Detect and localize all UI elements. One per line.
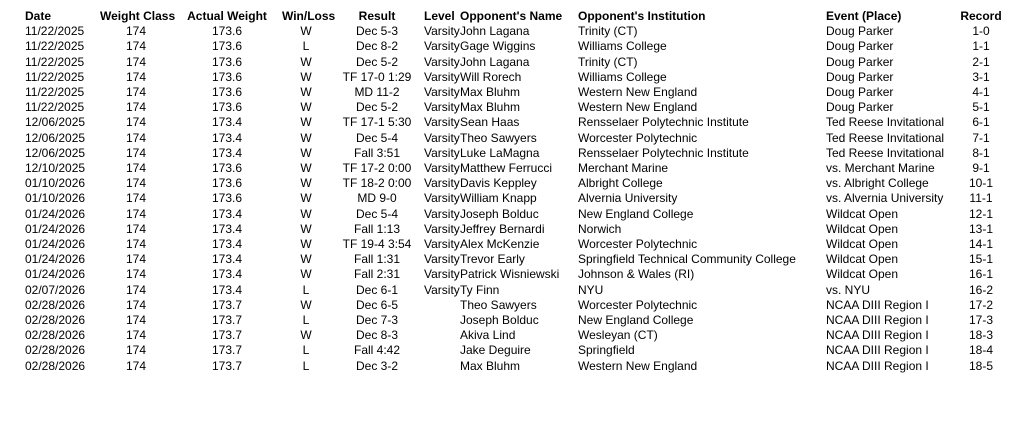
table-row	[0, 252, 1012, 267]
cell-opponent_name: William Knapp	[460, 191, 537, 206]
cell-record: 1-1	[972, 39, 990, 54]
cell-record: 16-1	[968, 267, 994, 282]
cell-opponent_institution: Williams College	[578, 39, 667, 54]
cell-opponent_name: Akiva Lind	[460, 328, 516, 343]
cell-weight_class: 174	[125, 282, 147, 297]
cell-event_place: vs. NYU	[826, 282, 871, 297]
cell-weight_class: 174	[125, 343, 147, 358]
cell-opponent_institution: NYU	[578, 282, 604, 297]
cell-date: 02/28/2026	[25, 313, 86, 328]
table-row	[0, 24, 1012, 39]
cell-level: Varsity	[424, 252, 460, 267]
cell-win_loss: W	[300, 267, 312, 282]
cell-level: Varsity	[424, 85, 460, 100]
cell-result: Fall 1:31	[353, 252, 401, 267]
cell-level: Varsity	[424, 100, 460, 115]
cell-actual_weight: 173.6	[211, 24, 243, 39]
table-row	[0, 39, 1012, 54]
cell-opponent_institution: Worcester Polytechnic	[578, 237, 698, 252]
cell-record: 2-1	[972, 54, 990, 69]
cell-record: 13-1	[968, 221, 994, 236]
cell-level: Varsity	[424, 206, 460, 221]
cell-level: Varsity	[424, 282, 460, 297]
cell-actual_weight: 173.4	[211, 237, 243, 252]
cell-date: 01/10/2026	[25, 191, 86, 206]
page	[0, 9, 1024, 424]
cell-actual_weight: 173.6	[211, 54, 243, 69]
cell-level: Varsity	[424, 69, 460, 84]
cell-opponent_name: Max Bluhm	[460, 85, 521, 100]
cell-weight_class: 174	[125, 69, 147, 84]
cell-actual_weight: 173.7	[211, 343, 243, 358]
cell-opponent_institution: Alvernia University	[578, 191, 678, 206]
cell-event_place: Wildcat Open	[826, 206, 899, 221]
cell-event_place: NCAA DIII Region I	[826, 297, 929, 312]
cell-opponent_name: Jake Deguire	[460, 343, 531, 358]
table-row	[0, 298, 1012, 313]
table-row	[0, 131, 1012, 146]
cell-opponent_name: Gage Wiggins	[460, 39, 536, 54]
cell-level	[424, 298, 460, 313]
cell-level: Varsity	[424, 54, 460, 69]
cell-event_place: vs. Alvernia University	[826, 191, 944, 206]
cell-date: 12/10/2025	[25, 161, 86, 176]
cell-level: Varsity	[424, 145, 460, 160]
cell-record: 4-1	[972, 85, 990, 100]
cell-record: 18-5	[968, 358, 994, 373]
cell-actual_weight: 173.4	[211, 206, 243, 221]
table-row	[0, 343, 1012, 358]
cell-level	[424, 359, 460, 374]
cell-opponent_institution: New England College	[578, 313, 694, 328]
cell-result: TF 17-1 5:30	[342, 115, 412, 130]
cell-date: 01/10/2026	[25, 176, 86, 191]
table-row	[0, 207, 1012, 222]
cell-weight_class: 174	[125, 267, 147, 282]
cell-opponent_institution: Albright College	[578, 176, 663, 191]
cell-record: 5-1	[972, 100, 990, 115]
cell-result: TF 18-2 0:00	[342, 176, 412, 191]
cell-opponent_name: Joseph Bolduc	[460, 313, 539, 328]
column-header-weight_class: Weight Class	[100, 9, 176, 23]
column-header-level: Level	[424, 9, 455, 23]
cell-date: 11/22/2025	[25, 69, 85, 84]
match-results-table	[0, 9, 1012, 374]
cell-win_loss: W	[300, 221, 312, 236]
cell-date: 01/24/2026	[25, 252, 86, 267]
cell-weight_class: 174	[125, 115, 147, 130]
cell-result: Dec 6-5	[355, 297, 399, 312]
cell-actual_weight: 173.7	[211, 358, 243, 373]
cell-actual_weight: 173.6	[211, 69, 243, 84]
cell-win_loss: L	[302, 358, 310, 373]
cell-level: Varsity	[424, 237, 460, 252]
cell-win_loss: W	[300, 85, 312, 100]
cell-win_loss: L	[302, 313, 310, 328]
cell-opponent_institution: Western New England	[578, 100, 698, 115]
cell-opponent_institution: Worcester Polytechnic	[578, 130, 698, 145]
cell-result: Fall 3:51	[353, 145, 401, 160]
cell-record: 17-2	[968, 297, 994, 312]
cell-event_place: NCAA DIII Region I	[826, 343, 929, 358]
cell-weight_class: 174	[125, 100, 147, 115]
table-row	[0, 222, 1012, 237]
cell-actual_weight: 173.6	[211, 100, 243, 115]
cell-opponent_name: Ty Finn	[460, 282, 500, 297]
cell-date: 02/07/2026	[25, 282, 86, 297]
cell-weight_class: 174	[125, 221, 147, 236]
cell-result: TF 17-2 0:00	[342, 161, 412, 176]
cell-event_place: Ted Reese Invitational	[826, 115, 945, 130]
table-row	[0, 70, 1012, 85]
cell-opponent_institution: Merchant Marine	[578, 161, 669, 176]
cell-opponent_institution: Rensselaer Polytechnic Institute	[578, 115, 749, 130]
cell-win_loss: W	[300, 176, 312, 191]
cell-record: 16-2	[968, 282, 994, 297]
cell-event_place: Doug Parker	[826, 54, 894, 69]
cell-weight_class: 174	[125, 328, 147, 343]
cell-result: Dec 5-4	[355, 206, 399, 221]
cell-win_loss: L	[302, 343, 310, 358]
cell-event_place: NCAA DIII Region I	[826, 313, 929, 328]
cell-opponent_institution: New England College	[578, 206, 694, 221]
cell-event_place: vs. Merchant Marine	[826, 161, 935, 176]
cell-actual_weight: 173.6	[211, 85, 243, 100]
cell-weight_class: 174	[125, 130, 147, 145]
cell-actual_weight: 173.4	[211, 252, 243, 267]
cell-opponent_name: Sean Haas	[460, 115, 520, 130]
cell-weight_class: 174	[125, 161, 147, 176]
cell-weight_class: 174	[125, 252, 147, 267]
cell-record: 9-1	[972, 161, 990, 176]
column-header-record: Record	[960, 9, 1002, 23]
cell-record: 18-4	[968, 343, 994, 358]
column-header-date: Date	[25, 9, 52, 23]
cell-level	[424, 328, 460, 343]
table-row	[0, 176, 1012, 191]
cell-weight_class: 174	[125, 145, 147, 160]
cell-actual_weight: 173.4	[211, 130, 243, 145]
cell-opponent_name: Max Bluhm	[460, 100, 521, 115]
table-row	[0, 328, 1012, 343]
cell-opponent_name: Joseph Bolduc	[460, 206, 539, 221]
cell-record: 7-1	[972, 130, 990, 145]
cell-opponent_institution: Johnson & Wales (RI)	[578, 267, 695, 282]
cell-opponent_name: Trevor Early	[460, 252, 525, 267]
cell-opponent_institution: Springfield	[578, 343, 635, 358]
cell-level: Varsity	[424, 221, 460, 236]
cell-event_place: Ted Reese Invitational	[826, 145, 945, 160]
cell-win_loss: W	[300, 130, 312, 145]
cell-opponent_name: John Lagana	[460, 24, 530, 39]
cell-win_loss: W	[300, 145, 312, 160]
cell-win_loss: W	[300, 24, 312, 39]
table-row	[0, 359, 1012, 374]
cell-win_loss: W	[300, 237, 312, 252]
cell-result: TF 17-0 1:29	[342, 69, 412, 84]
cell-weight_class: 174	[125, 313, 147, 328]
cell-win_loss: W	[300, 161, 312, 176]
cell-weight_class: 174	[125, 206, 147, 221]
cell-win_loss: W	[300, 191, 312, 206]
cell-result: Dec 5-3	[355, 24, 399, 39]
cell-result: Fall 4:42	[353, 343, 401, 358]
cell-level: Varsity	[424, 191, 460, 206]
table-row	[0, 237, 1012, 252]
cell-weight_class: 174	[125, 39, 147, 54]
cell-record: 17-3	[968, 313, 994, 328]
cell-win_loss: W	[300, 54, 312, 69]
column-header-opponent_institution: Opponent's Institution	[578, 9, 706, 23]
cell-level	[424, 313, 460, 328]
cell-result: Fall 2:31	[353, 267, 401, 282]
cell-opponent_institution: Wesleyan (CT)	[578, 328, 658, 343]
cell-opponent_institution: Trinity (CT)	[578, 54, 638, 69]
cell-opponent_institution: Western New England	[578, 358, 698, 373]
cell-win_loss: W	[300, 328, 312, 343]
cell-date: 02/28/2026	[25, 328, 86, 343]
cell-actual_weight: 173.7	[211, 297, 243, 312]
cell-date: 01/24/2026	[25, 206, 86, 221]
column-header-event_place: Event (Place)	[826, 9, 902, 23]
cell-opponent_name: Luke LaMagna	[460, 145, 540, 160]
cell-win_loss: W	[300, 100, 312, 115]
cell-win_loss: W	[300, 206, 312, 221]
cell-level: Varsity	[424, 130, 460, 145]
cell-date: 12/06/2025	[25, 115, 86, 130]
cell-event_place: Doug Parker	[826, 100, 894, 115]
cell-actual_weight: 173.6	[211, 176, 243, 191]
cell-date: 11/22/2025	[25, 85, 85, 100]
cell-record: 3-1	[972, 69, 990, 84]
cell-result: Dec 5-4	[355, 130, 399, 145]
cell-opponent_institution: Trinity (CT)	[578, 24, 638, 39]
column-header-opponent_name: Opponent's Name	[460, 9, 563, 23]
cell-actual_weight: 173.7	[211, 313, 243, 328]
cell-opponent_name: Theo Sawyers	[460, 297, 537, 312]
cell-date: 12/06/2025	[25, 145, 86, 160]
cell-opponent_name: Max Bluhm	[460, 358, 521, 373]
cell-event_place: NCAA DIII Region I	[826, 328, 929, 343]
cell-date: 02/28/2026	[25, 358, 86, 373]
cell-win_loss: W	[300, 115, 312, 130]
cell-date: 01/24/2026	[25, 221, 86, 236]
cell-actual_weight: 173.4	[211, 145, 243, 160]
cell-date: 02/28/2026	[25, 343, 86, 358]
cell-result: Dec 8-3	[355, 328, 399, 343]
cell-record: 15-1	[968, 252, 994, 267]
cell-weight_class: 174	[125, 176, 147, 191]
table-row	[0, 115, 1012, 130]
cell-record: 18-3	[968, 328, 994, 343]
cell-actual_weight: 173.4	[211, 221, 243, 236]
cell-opponent_name: Alex McKenzie	[460, 237, 540, 252]
cell-weight_class: 174	[125, 297, 147, 312]
cell-opponent_name: Davis Keppley	[460, 176, 537, 191]
cell-result: Dec 6-1	[355, 282, 399, 297]
cell-date: 11/22/2025	[25, 100, 85, 115]
cell-result: Dec 7-3	[355, 313, 399, 328]
cell-event_place: Doug Parker	[826, 69, 894, 84]
cell-actual_weight: 173.6	[211, 39, 243, 54]
cell-actual_weight: 173.7	[211, 328, 243, 343]
cell-date: 12/06/2025	[25, 130, 86, 145]
cell-record: 6-1	[972, 115, 990, 130]
cell-win_loss: W	[300, 252, 312, 267]
cell-event_place: Doug Parker	[826, 85, 894, 100]
cell-weight_class: 174	[125, 191, 147, 206]
column-header-win_loss: Win/Loss	[282, 9, 336, 23]
cell-date: 11/22/2025	[25, 54, 85, 69]
cell-opponent_name: John Lagana	[460, 54, 530, 69]
cell-level	[424, 343, 460, 358]
cell-record: 11-1	[969, 191, 993, 206]
cell-weight_class: 174	[125, 85, 147, 100]
cell-opponent_name: Theo Sawyers	[460, 130, 537, 145]
cell-result: Dec 3-2	[355, 358, 399, 373]
cell-weight_class: 174	[125, 54, 147, 69]
cell-win_loss: L	[302, 39, 310, 54]
table-row	[0, 85, 1012, 100]
column-header-actual_weight: Actual Weight	[187, 9, 267, 23]
cell-opponent_institution: Western New England	[578, 85, 698, 100]
cell-result: TF 19-4 3:54	[342, 237, 412, 252]
cell-event_place: Wildcat Open	[826, 221, 899, 236]
cell-date: 11/22/2025	[25, 39, 85, 54]
cell-result: Dec 5-2	[355, 54, 399, 69]
cell-date: 01/24/2026	[25, 237, 86, 252]
cell-result: Fall 1:13	[353, 221, 401, 236]
cell-event_place: Ted Reese Invitational	[826, 130, 945, 145]
table-row	[0, 161, 1012, 176]
table-header-row	[0, 9, 1012, 24]
table-row	[0, 146, 1012, 161]
cell-date: 01/24/2026	[25, 267, 86, 282]
cell-win_loss: W	[300, 297, 312, 312]
cell-event_place: Doug Parker	[826, 39, 894, 54]
cell-event_place: NCAA DIII Region I	[826, 358, 929, 373]
table-row	[0, 100, 1012, 115]
cell-record: 12-1	[968, 206, 994, 221]
cell-result: Dec 5-2	[355, 100, 399, 115]
cell-opponent_institution: Springfield Technical Community College	[578, 252, 796, 267]
cell-opponent_name: Patrick Wisniewski	[460, 267, 560, 282]
cell-weight_class: 174	[125, 237, 147, 252]
cell-opponent_institution: Rensselaer Polytechnic Institute	[578, 145, 749, 160]
table-row	[0, 267, 1012, 282]
cell-actual_weight: 173.4	[211, 267, 243, 282]
cell-result: Dec 8-2	[355, 39, 399, 54]
cell-opponent_name: Matthew Ferrucci	[460, 161, 553, 176]
cell-event_place: Wildcat Open	[826, 252, 899, 267]
cell-level: Varsity	[424, 39, 460, 54]
cell-record: 8-1	[972, 145, 990, 160]
cell-level: Varsity	[424, 24, 460, 39]
cell-actual_weight: 173.6	[211, 161, 243, 176]
cell-event_place: vs. Albright College	[826, 176, 929, 191]
cell-opponent_name: Jeffrey Bernardi	[460, 221, 545, 236]
table-row	[0, 55, 1012, 70]
cell-record: 14-1	[968, 237, 994, 252]
cell-opponent_institution: Norwich	[578, 221, 622, 236]
cell-win_loss: W	[300, 69, 312, 84]
cell-event_place: Wildcat Open	[826, 267, 899, 282]
cell-win_loss: L	[302, 282, 310, 297]
cell-weight_class: 174	[125, 358, 147, 373]
cell-level: Varsity	[424, 267, 460, 282]
table-body	[0, 24, 1012, 374]
table-row	[0, 283, 1012, 298]
cell-actual_weight: 173.4	[211, 115, 243, 130]
cell-actual_weight: 173.4	[211, 282, 243, 297]
cell-event_place: Wildcat Open	[826, 237, 899, 252]
cell-actual_weight: 173.6	[211, 191, 243, 206]
cell-level: Varsity	[424, 161, 460, 176]
cell-date: 02/28/2026	[25, 297, 86, 312]
cell-level: Varsity	[424, 115, 460, 130]
cell-opponent_name: Will Rorech	[460, 69, 522, 84]
cell-opponent_institution: Worcester Polytechnic	[578, 297, 698, 312]
cell-opponent_institution: Williams College	[578, 69, 667, 84]
cell-result: MD 11-2	[354, 85, 400, 100]
column-header-result: Result	[358, 9, 396, 23]
cell-record: 10-1	[968, 176, 994, 191]
cell-event_place: Doug Parker	[826, 24, 894, 39]
table-row	[0, 313, 1012, 328]
cell-result: MD 9-0	[357, 191, 397, 206]
cell-date: 11/22/2025	[25, 24, 85, 39]
table-row	[0, 191, 1012, 206]
cell-record: 1-0	[972, 24, 990, 39]
cell-level: Varsity	[424, 176, 460, 191]
cell-weight_class: 174	[125, 24, 147, 39]
